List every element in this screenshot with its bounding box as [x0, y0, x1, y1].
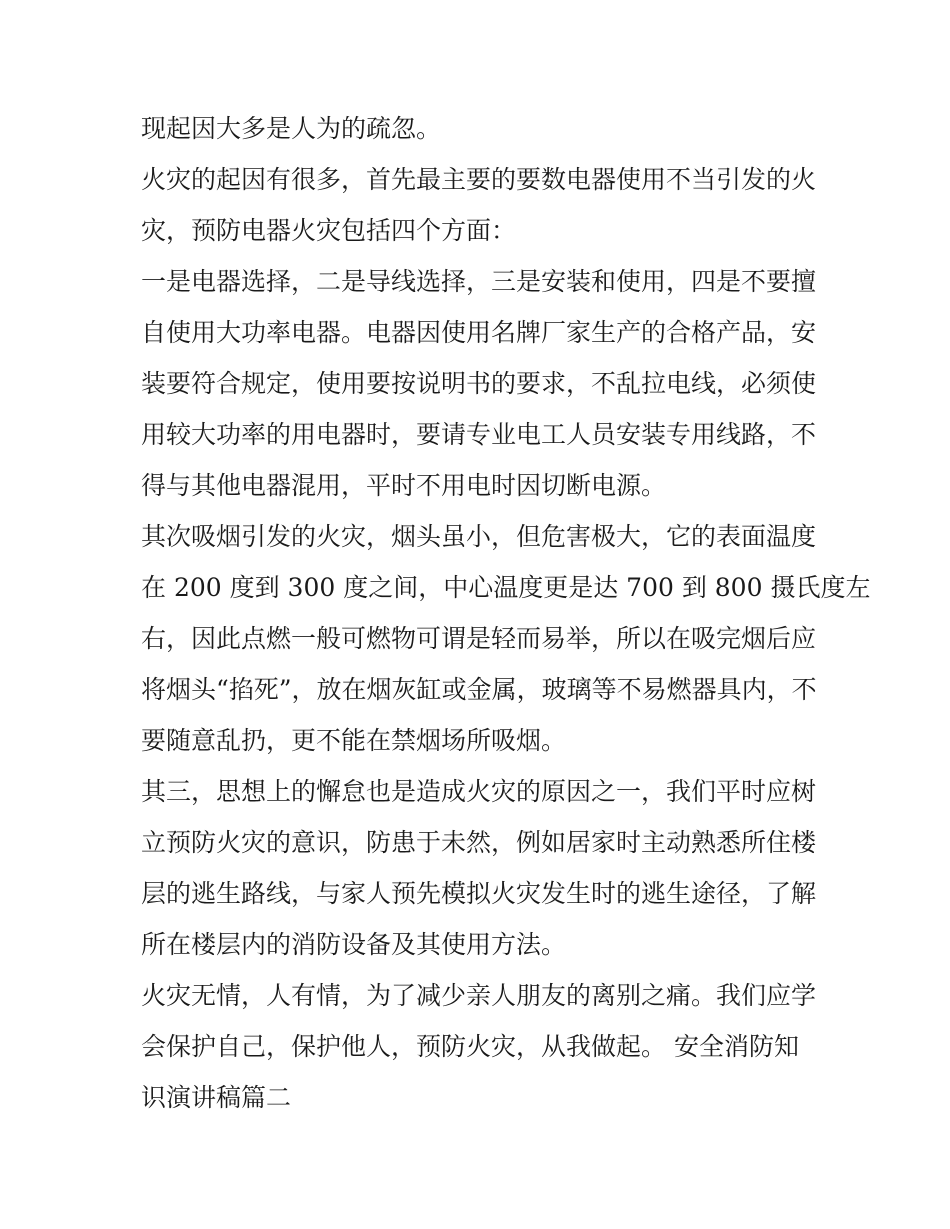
text-line: 会保护自己，保护他人，预防火灾，从我做起。 安全消防知 — [141, 1032, 799, 1061]
text-line: 一是电器选择，二是导线选择，三是安装和使用，四是不要擅 — [141, 267, 817, 296]
text-line: 识演讲稿篇二 — [141, 1083, 292, 1112]
text-line: 装要符合规定，使用要按说明书的要求，不乱拉电线，必须使 — [141, 369, 817, 398]
text-line: 火灾无情，人有情，为了减少亲人朋友的离别之痛。我们应学 — [141, 981, 817, 1010]
text-line: 其三，思想上的懈怠也是造成火灾的原因之一，我们平时应树 — [141, 777, 817, 806]
text-line: 其次吸烟引发的火灾，烟头虽小，但危害极大，它的表面温度 — [141, 522, 817, 551]
text-line: 要随意乱扔，更不能在禁烟场所吸烟。 — [141, 726, 567, 755]
text-line: 层的逃生路线，与家人预先模拟火灾发生时的逃生途径，了解 — [141, 879, 817, 908]
text-line: 所在楼层内的消防设备及其使用方法。 — [141, 930, 567, 959]
text-line: 立预防火灾的意识，防患于未然，例如居家时主动熟悉所住楼 — [141, 828, 817, 857]
text-line: 自使用大功率电器。电器因使用名牌厂家生产的合格产品，安 — [141, 318, 817, 347]
text-line: 得与其他电器混用，平时不用电时因切断电源。 — [141, 471, 667, 500]
text-line: 火灾的起因有很多，首先最主要的要数电器使用不当引发的火 — [141, 165, 817, 194]
text-line: 在 200 度到 300 度之间，中心温度更是达 700 到 800 摄氏度左 — [141, 573, 871, 602]
text-line: 灾，预防电器火灾包括四个方面： — [141, 216, 517, 245]
text-line: 将烟头“掐死”，放在烟灰缸或金属，玻璃等不易燃器具内，不 — [141, 675, 817, 704]
text-line: 现起因大多是人为的疏忽。 — [141, 114, 442, 143]
text-line: 右，因此点燃一般可燃物可谓是轻而易举，所以在吸完烟后应 — [141, 624, 817, 653]
text-line: 用较大功率的用电器时，要请专业电工人员安装专用线路，不 — [141, 420, 817, 449]
